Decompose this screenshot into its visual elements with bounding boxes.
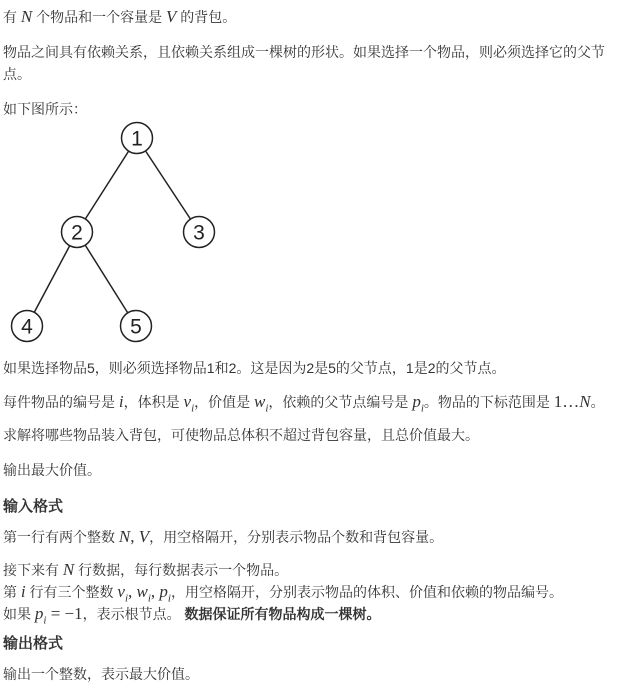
math-symbol-i: i (118, 392, 124, 411)
text-run: 每件物品的编号是 (3, 394, 119, 410)
tree-edge-1-3 (137, 138, 199, 232)
tree-node-label-1: 1 (131, 127, 143, 151)
math-symbol-n: N (20, 7, 33, 26)
tree-node-label-3: 3 (193, 221, 205, 245)
tree-node-label-2: 2 (71, 221, 83, 245)
figure-caption-line: 如下图所示： (3, 101, 87, 117)
text-run: 第一行有两个整数 (3, 529, 119, 545)
notation-line (3, 391, 632, 413)
problem-statement (0, 6, 635, 685)
text-run: 。物品的下标范围是 (423, 394, 554, 410)
example-explanation-line: 如果选择物品5，则必须选择物品1和2。这是因为2是5的父节点，1是2的父节点。 (3, 360, 506, 376)
math-symbol-n: N (579, 392, 591, 411)
statement-dependency-line: 物品之间具有依赖关系，且依赖关系组成一棵树的形状。如果选择一个物品，则必须选择它的父节点。 (3, 44, 605, 82)
input-format-heading: 输入格式 (3, 498, 64, 515)
output-goal-line: 输出最大价值。 (3, 462, 101, 478)
output-format-heading: 输出格式 (3, 635, 64, 652)
input-details-paragraph (3, 559, 632, 625)
math-range-start: 1… (553, 392, 580, 411)
text-run: ，用空格隔开，分别表示物品个数和背包容量。 (149, 529, 444, 545)
math-symbol-v: V (166, 7, 177, 26)
math-comma: , (128, 582, 137, 601)
math-symbol-v: V (138, 527, 150, 546)
input-root-desc (3, 603, 632, 625)
tree-edge-2-5 (77, 232, 136, 326)
text-run: ，表示根节点。 (82, 606, 185, 622)
tree-node-label-4: 4 (21, 315, 33, 339)
output-desc-line: 输出一个整数，表示最大价值。 (3, 666, 199, 682)
math-comma: , (150, 582, 160, 601)
math-symbol-i: i (20, 582, 26, 601)
tree-guarantee-note: 数据保证所有物品构成一棵树。 (184, 606, 381, 622)
text-run: 行有三个整数 (25, 584, 118, 600)
math-symbol-pi: $p_i$ (412, 392, 424, 415)
text-run: ，体积是 (123, 394, 184, 410)
math-symbol-n: N (62, 560, 75, 579)
text-run: 如果 (3, 606, 35, 622)
tree-node-label-5: 5 (130, 315, 142, 339)
tree-edge-1-2 (77, 138, 137, 232)
math-symbol-pi: $p_i$ (34, 604, 47, 627)
input-item-line-desc (3, 581, 632, 603)
text-run: 行数据，每行数据表示一个物品。 (74, 562, 289, 578)
math-equals-minus-one: = −1 (46, 604, 83, 623)
math-symbol-pi: $p_i$ (159, 582, 171, 605)
tree-diagram (3, 121, 632, 345)
math-symbol-wi: $w_i$ (136, 582, 151, 605)
math-symbol-n: N (118, 527, 131, 546)
text-run: 第 (3, 584, 21, 600)
input-n-lines-desc (3, 559, 632, 581)
math-symbol-vi: $v_i$ (117, 582, 129, 605)
text-run: 。 (590, 394, 605, 410)
statement-capacity-line (3, 6, 632, 28)
tree-diagram-svg (3, 121, 303, 345)
text-run: 个物品和一个容量是 (32, 9, 167, 25)
input-first-line-desc (3, 526, 632, 548)
text-run: 的背包。 (176, 9, 237, 25)
text-run: ，用空格隔开，分别表示物品的体积、价值和依赖的物品编号。 (170, 584, 563, 600)
math-comma: , (130, 527, 139, 546)
text-run: 接下来有 (3, 562, 63, 578)
text-run: ，价值是 (194, 394, 255, 410)
text-run: 有 (3, 9, 21, 25)
objective-line: 求解将哪些物品装入背包，可使物品总体积不超过背包容量，且总价值最大。 (3, 427, 479, 443)
math-symbol-vi: $v_i$ (183, 392, 195, 415)
math-symbol-wi: $w_i$ (254, 392, 269, 415)
text-run: ，依赖的父节点编号是 (268, 394, 413, 410)
